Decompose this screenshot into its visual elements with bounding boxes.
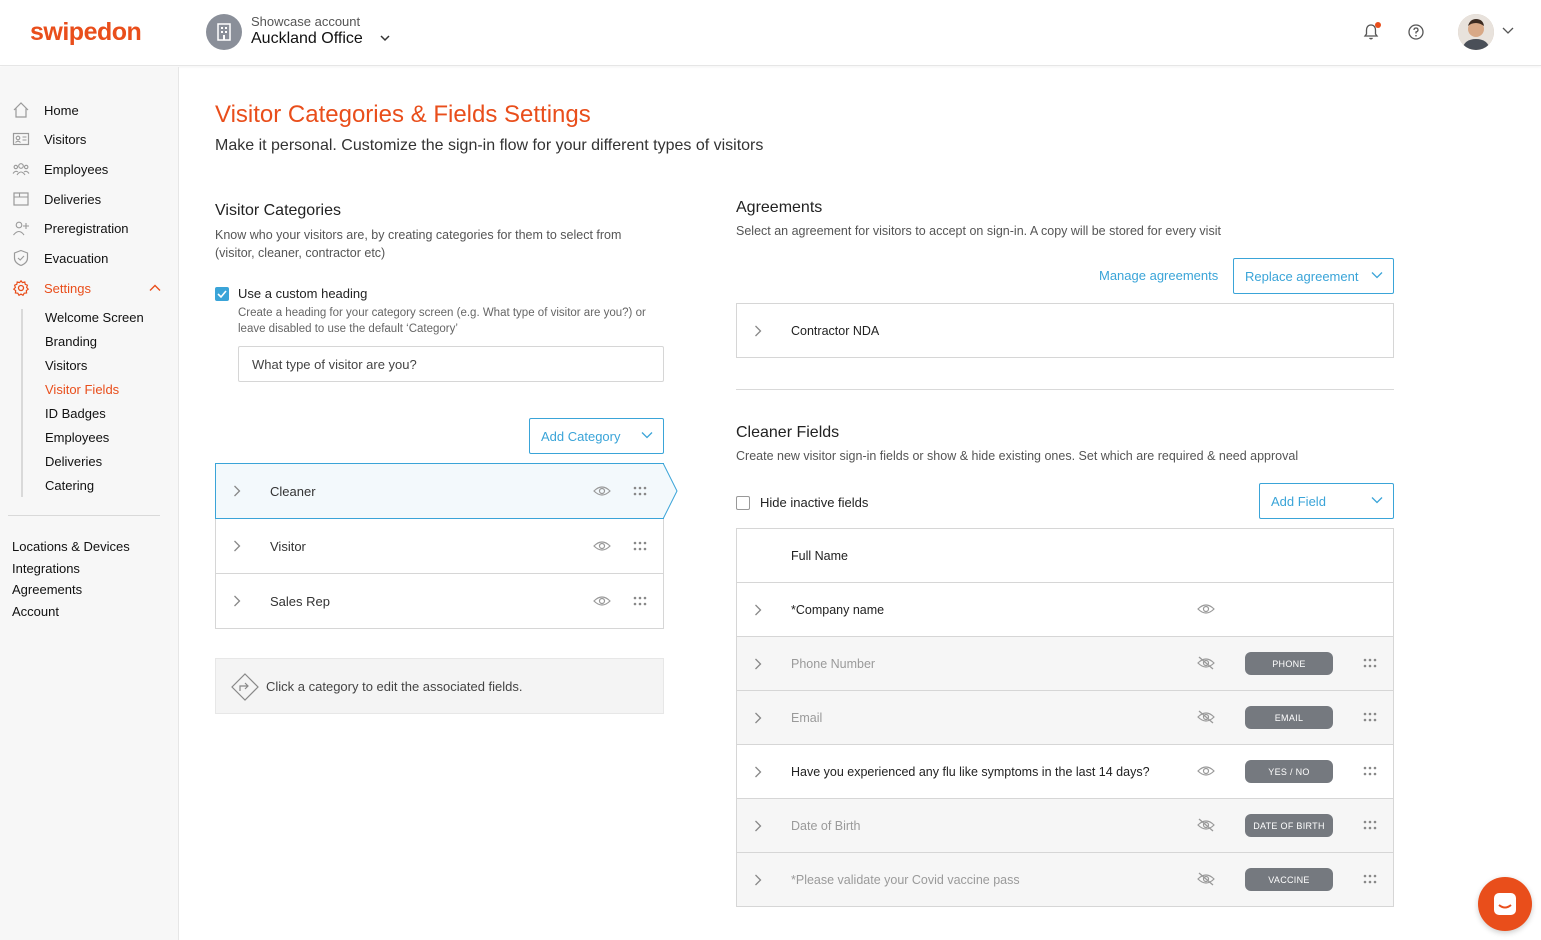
chevron-down-icon bbox=[641, 431, 653, 439]
field-row-flu-symptoms[interactable] bbox=[736, 745, 1394, 799]
sidebar-item-label: Preregistration bbox=[44, 220, 129, 236]
fields-title: Cleaner Fields bbox=[736, 424, 840, 441]
eye-icon[interactable] bbox=[593, 539, 611, 553]
chevron-down-icon[interactable] bbox=[379, 34, 391, 42]
drag-handle-icon[interactable] bbox=[633, 486, 647, 496]
custom-heading-desc: Create a heading for your category screen (e.g. What type of visitor are you?) or bbox=[238, 307, 646, 319]
subnav-employees[interactable]: Employees bbox=[45, 430, 110, 445]
subnav-visitor-fields[interactable]: Visitor Fields bbox=[45, 382, 120, 397]
eye-icon[interactable] bbox=[593, 594, 611, 608]
drag-handle-icon[interactable] bbox=[633, 541, 647, 551]
replace-agreement-button[interactable] bbox=[1233, 258, 1394, 294]
subnav-branding[interactable]: Branding bbox=[45, 334, 98, 349]
building-icon bbox=[206, 14, 242, 50]
eye-icon[interactable] bbox=[1197, 602, 1215, 616]
field-name: Phone Number bbox=[791, 657, 876, 671]
agreement-name: Contractor NDA bbox=[791, 324, 880, 338]
page-subtitle: Make it personal. Customize the sign-in flow for your different types of visitors bbox=[215, 137, 764, 154]
category-row-visitor[interactable] bbox=[215, 519, 664, 574]
chevron-right-icon[interactable] bbox=[754, 874, 762, 886]
category-name: Visitor bbox=[270, 539, 306, 554]
chevron-down-icon bbox=[1371, 271, 1383, 279]
sidebar-item-settings[interactable] bbox=[0, 275, 178, 301]
drag-handle-icon[interactable] bbox=[633, 596, 647, 606]
add-field-button[interactable] bbox=[1259, 483, 1394, 519]
sidebar-item-employees[interactable] bbox=[0, 156, 178, 182]
categories-desc-2: (visitor, cleaner, contractor etc) bbox=[215, 246, 386, 260]
link-agreements[interactable]: Agreements bbox=[12, 582, 83, 597]
user-plus-icon bbox=[12, 219, 30, 237]
chevron-right-icon[interactable] bbox=[754, 712, 762, 724]
chevron-right-icon[interactable] bbox=[754, 766, 762, 778]
chevron-right-icon[interactable] bbox=[754, 820, 762, 832]
custom-heading-desc-2: leave disabled to use the default ‘Category’ bbox=[238, 323, 458, 335]
chevron-right-icon[interactable] bbox=[754, 325, 762, 337]
field-row-date-of-birth[interactable] bbox=[736, 799, 1394, 853]
chevron-right-icon[interactable] bbox=[233, 540, 241, 552]
help-icon[interactable] bbox=[1406, 22, 1426, 42]
link-integrations[interactable]: Integrations bbox=[12, 561, 80, 576]
account-name[interactable]: Auckland Office bbox=[251, 30, 363, 47]
custom-heading-input[interactable]: What type of visitor are you? bbox=[238, 346, 664, 382]
field-row-company-name[interactable] bbox=[736, 583, 1394, 637]
agreement-row[interactable] bbox=[736, 303, 1394, 358]
settings-subnav-line bbox=[21, 309, 23, 497]
link-account[interactable]: Account bbox=[12, 604, 59, 619]
custom-heading-label: Use a custom heading bbox=[238, 286, 368, 301]
custom-heading-checkbox[interactable] bbox=[215, 287, 229, 301]
field-row-phone[interactable] bbox=[736, 637, 1394, 691]
hide-inactive-checkbox[interactable] bbox=[736, 496, 750, 510]
sidebar-item-label: Evacuation bbox=[44, 250, 109, 266]
eye-icon[interactable] bbox=[593, 484, 611, 498]
eye-icon[interactable] bbox=[1197, 764, 1215, 778]
eye-off-icon[interactable] bbox=[1197, 710, 1215, 724]
add-category-label: Add Category bbox=[541, 428, 621, 444]
field-type-badge: VACCINE bbox=[1245, 868, 1333, 891]
sidebar-item-label: Deliveries bbox=[44, 191, 102, 207]
drag-handle-icon[interactable] bbox=[1363, 874, 1377, 884]
chevron-right-icon[interactable] bbox=[233, 485, 241, 497]
avatar[interactable] bbox=[1458, 14, 1494, 50]
drag-handle-icon[interactable] bbox=[1363, 712, 1377, 722]
sidebar-item-label: Home bbox=[44, 102, 79, 118]
gear-icon bbox=[12, 279, 30, 297]
box-icon bbox=[12, 190, 30, 208]
subnav-visitors[interactable]: Visitors bbox=[45, 358, 88, 373]
field-type-badge: EMAIL bbox=[1245, 706, 1333, 729]
eye-off-icon[interactable] bbox=[1197, 818, 1215, 832]
subnav-catering[interactable]: Catering bbox=[45, 478, 95, 493]
manage-agreements-link[interactable]: Manage agreements bbox=[1099, 268, 1219, 283]
drag-handle-icon[interactable] bbox=[1363, 658, 1377, 668]
top-bar bbox=[0, 0, 1541, 66]
field-name: Date of Birth bbox=[791, 819, 861, 833]
swipedon-logo[interactable]: swipedon bbox=[30, 18, 142, 46]
chevron-down-icon[interactable] bbox=[1502, 27, 1514, 35]
subnav-welcome-screen[interactable]: Welcome Screen bbox=[45, 310, 144, 325]
field-row-email[interactable] bbox=[736, 691, 1394, 745]
categories-title: Visitor Categories bbox=[215, 202, 341, 219]
agreements-desc: Select an agreement for visitors to accept on sign-in. A copy will be stored for every visit bbox=[736, 224, 1221, 238]
home-icon bbox=[12, 101, 30, 119]
sidebar-item-deliveries[interactable] bbox=[0, 186, 178, 212]
agreements-title: Agreements bbox=[736, 199, 823, 216]
sidebar-item-label: Employees bbox=[44, 161, 109, 177]
eye-off-icon[interactable] bbox=[1197, 872, 1215, 886]
sidebar-item-home[interactable] bbox=[0, 97, 178, 123]
sidebar-item-label: Visitors bbox=[44, 131, 87, 147]
eye-off-icon[interactable] bbox=[1197, 656, 1215, 670]
subnav-deliveries[interactable]: Deliveries bbox=[45, 454, 103, 469]
category-name: Sales Rep bbox=[270, 594, 330, 609]
category-row-cleaner[interactable] bbox=[215, 463, 664, 519]
people-icon bbox=[12, 160, 30, 178]
chat-launcher-button[interactable] bbox=[1478, 877, 1532, 931]
notification-dot bbox=[1375, 22, 1381, 28]
check-icon bbox=[215, 287, 229, 301]
field-type-badge: YES / NO bbox=[1245, 760, 1333, 783]
field-type-badge: DATE OF BIRTH bbox=[1245, 814, 1333, 837]
account-label: Showcase account bbox=[251, 14, 361, 29]
subnav-id-badges[interactable]: ID Badges bbox=[45, 406, 106, 421]
field-name: Email bbox=[791, 711, 823, 725]
page-title: Visitor Categories & Fields Settings bbox=[215, 101, 591, 128]
hide-inactive-label: Hide inactive fields bbox=[760, 495, 869, 510]
chevron-up-icon[interactable] bbox=[149, 284, 161, 292]
category-name: Cleaner bbox=[270, 484, 316, 499]
category-hint bbox=[215, 658, 664, 714]
field-name: *Please validate your Covid vaccine pass bbox=[791, 873, 1020, 887]
field-type-badge: PHONE bbox=[1245, 652, 1333, 675]
add-category-button[interactable] bbox=[529, 418, 664, 454]
id-card-icon bbox=[12, 130, 30, 148]
chevron-right-icon[interactable] bbox=[754, 604, 762, 616]
replace-agreement-label: Replace agreement bbox=[1245, 268, 1359, 284]
chat-icon bbox=[1492, 891, 1518, 917]
shield-icon bbox=[12, 249, 30, 267]
sidebar-item-label: Settings bbox=[44, 280, 91, 296]
field-name: Have you experienced any flu like symptoms in the last 14 days? bbox=[791, 765, 1150, 779]
chevron-right-icon[interactable] bbox=[233, 595, 241, 607]
chevron-down-icon bbox=[1371, 496, 1383, 504]
category-row-sales-rep[interactable] bbox=[215, 574, 664, 629]
add-field-label: Add Field bbox=[1271, 493, 1326, 509]
drag-handle-icon[interactable] bbox=[1363, 766, 1377, 776]
sidebar-item-preregistration[interactable] bbox=[0, 215, 178, 241]
link-locations-devices[interactable]: Locations & Devices bbox=[12, 539, 130, 554]
section-divider bbox=[736, 389, 1394, 390]
selected-pointer bbox=[663, 463, 679, 519]
sidebar bbox=[0, 67, 179, 940]
sidebar-item-evacuation[interactable] bbox=[0, 245, 178, 271]
categories-desc: Know who your visitors are, by creating categories for them to select from bbox=[215, 228, 622, 242]
chevron-right-icon[interactable] bbox=[754, 658, 762, 670]
field-name: Full Name bbox=[791, 549, 848, 563]
hint-text: Click a category to edit the associated fields. bbox=[266, 679, 523, 694]
fields-desc: Create new visitor sign-in fields or show & hide existing ones. Set which are required & need approval bbox=[736, 449, 1299, 463]
sidebar-item-visitors[interactable] bbox=[0, 126, 178, 152]
field-row-full-name[interactable] bbox=[736, 528, 1394, 583]
field-row-covid-vaccine[interactable] bbox=[736, 853, 1394, 907]
sidebar-divider bbox=[8, 515, 160, 516]
drag-handle-icon[interactable] bbox=[1363, 820, 1377, 830]
field-name: *Company name bbox=[791, 603, 885, 617]
direction-sign-icon bbox=[230, 672, 260, 702]
